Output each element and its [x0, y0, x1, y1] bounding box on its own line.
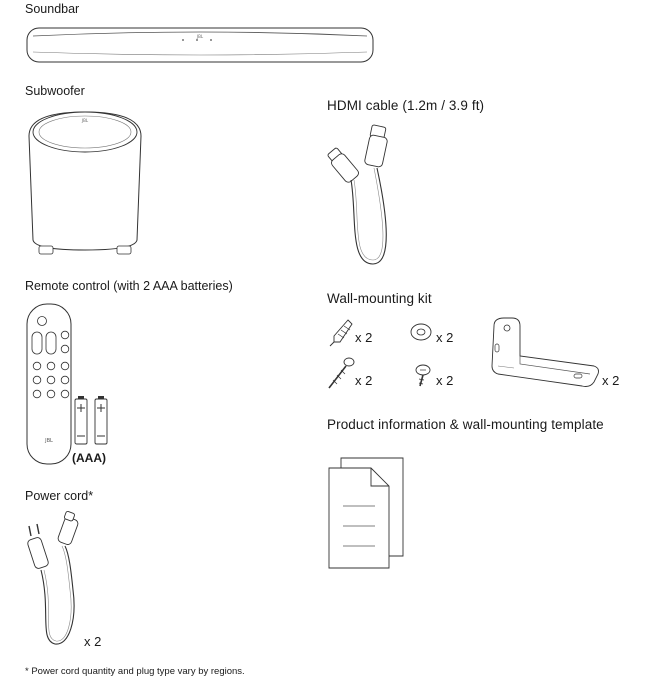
spacer-icon — [410, 322, 432, 342]
power-cord-qty: x 2 — [84, 634, 102, 649]
svg-text:JBL: JBL — [81, 118, 89, 123]
short-screw-icon — [412, 364, 434, 388]
footnote: * Power cord quantity and plug type vary by regions. — [25, 666, 245, 677]
aaa-batteries-image — [74, 396, 110, 446]
wall-bracket-qty: x 2 — [602, 373, 620, 388]
long-screw-icon — [327, 356, 355, 390]
wall-bracket-icon — [490, 316, 602, 390]
product-info-title: Product information & wall-mounting template — [327, 417, 604, 432]
subwoofer-title: Subwoofer — [25, 84, 85, 98]
remote-image — [25, 302, 73, 466]
svg-text:JBL: JBL — [196, 34, 204, 39]
soundbar-image — [25, 24, 375, 66]
power-cord-image — [25, 510, 95, 650]
hdmi-title: HDMI cable (1.2m / 3.9 ft) — [327, 98, 485, 113]
document-icon — [327, 456, 407, 570]
subwoofer-image — [25, 108, 145, 256]
wall-anchor-icon — [330, 318, 354, 346]
hdmi-cable-image — [327, 124, 407, 270]
soundbar-title: Soundbar — [25, 2, 80, 16]
spacer-qty: x 2 — [436, 330, 454, 345]
wall-kit-title: Wall-mounting kit — [327, 291, 432, 306]
wall-anchor-qty: x 2 — [355, 330, 373, 345]
remote-title: Remote control (with 2 AAA batteries) — [25, 279, 233, 293]
power-cord-title: Power cord* — [25, 489, 94, 503]
long-screw-qty: x 2 — [355, 373, 373, 388]
svg-text:JBL: JBL — [45, 438, 53, 444]
battery-label: (AAA) — [72, 451, 106, 465]
short-screw-qty: x 2 — [436, 373, 454, 388]
